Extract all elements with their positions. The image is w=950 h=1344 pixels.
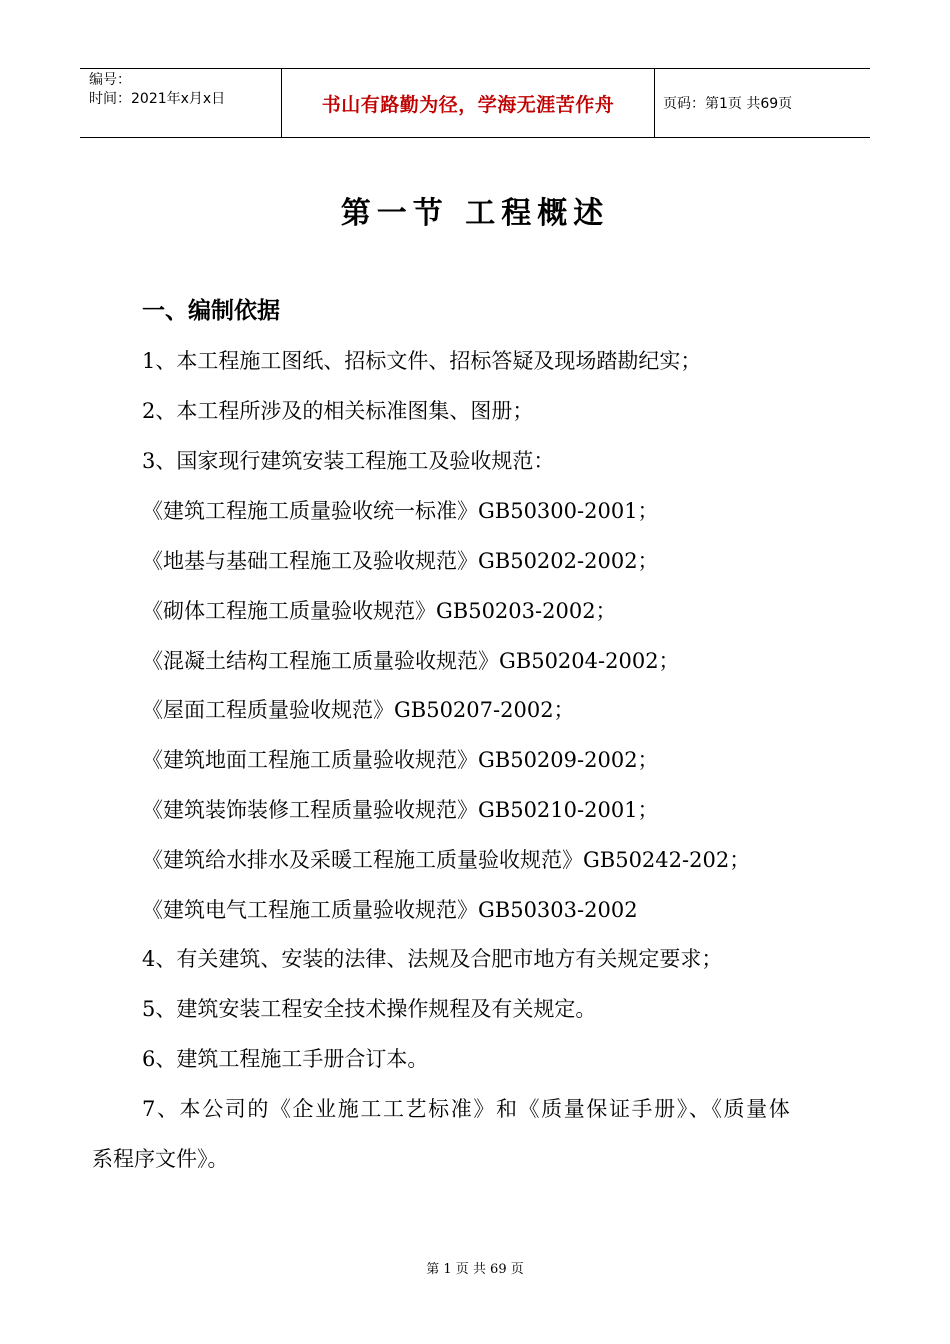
basis-line-continued: 系程序文件》。 [92,1147,229,1171]
page-title: 第一节 工程概述 [340,196,610,231]
basis-line: 2、本工程所涉及的相关标准图集、图册； [142,399,534,423]
standard-line: 《屋面工程质量验收规范》GB50207-2002； [142,698,575,722]
document-time-label: 时间：2021年x月x日 [89,91,226,107]
basis-line: 1、本工程施工图纸、招标文件、招标答疑及现场踏勘纪实； [142,349,702,373]
standard-line: 《建筑给水排水及采暖工程施工质量验收规范》GB50242-202； [142,848,751,872]
header-page-info: 页码：第1页 共69页 [663,96,793,112]
basis-line: 5、建筑安装工程安全技术操作规程及有关规定。 [142,997,597,1021]
basis-line: 7、本公司的《企业施工工艺标准》和《质量保证手册》、《质量体 [142,1097,792,1121]
standard-line: 《砌体工程施工质量验收规范》GB50203-2002； [142,599,617,623]
standard-line: 《建筑电气工程施工质量验收规范》GB50303-2002 [142,898,638,922]
basis-line: 6、建筑工程施工手册合订本。 [142,1047,429,1071]
basis-line: 4、有关建筑、安装的法律、法规及合肥市地方有关规定要求； [142,947,723,971]
standard-line: 《混凝土结构工程施工质量验收规范》GB50204-2002； [142,649,680,673]
basis-line: 3、国家现行建筑安装工程施工及验收规范： [142,449,555,473]
standard-line: 《地基与基础工程施工及验收规范》GB50202-2002； [142,549,659,573]
section-heading: 一、编制依据 [142,298,280,324]
header-motto: 书山有路勤为径，学海无涯苦作舟 [282,69,655,137]
page-footer: 第 1 页 共 69 页 [426,1262,524,1277]
page-header [80,68,870,138]
header-left-cell [80,69,282,137]
standard-line: 《建筑装饰装修工程质量验收规范》GB50210-2001； [142,798,659,822]
standard-line: 《建筑工程施工质量验收统一标准》GB50300-2001； [142,499,659,523]
standard-line: 《建筑地面工程施工质量验收规范》GB50209-2002； [142,748,659,772]
document-number-label: 编号： [89,72,131,88]
